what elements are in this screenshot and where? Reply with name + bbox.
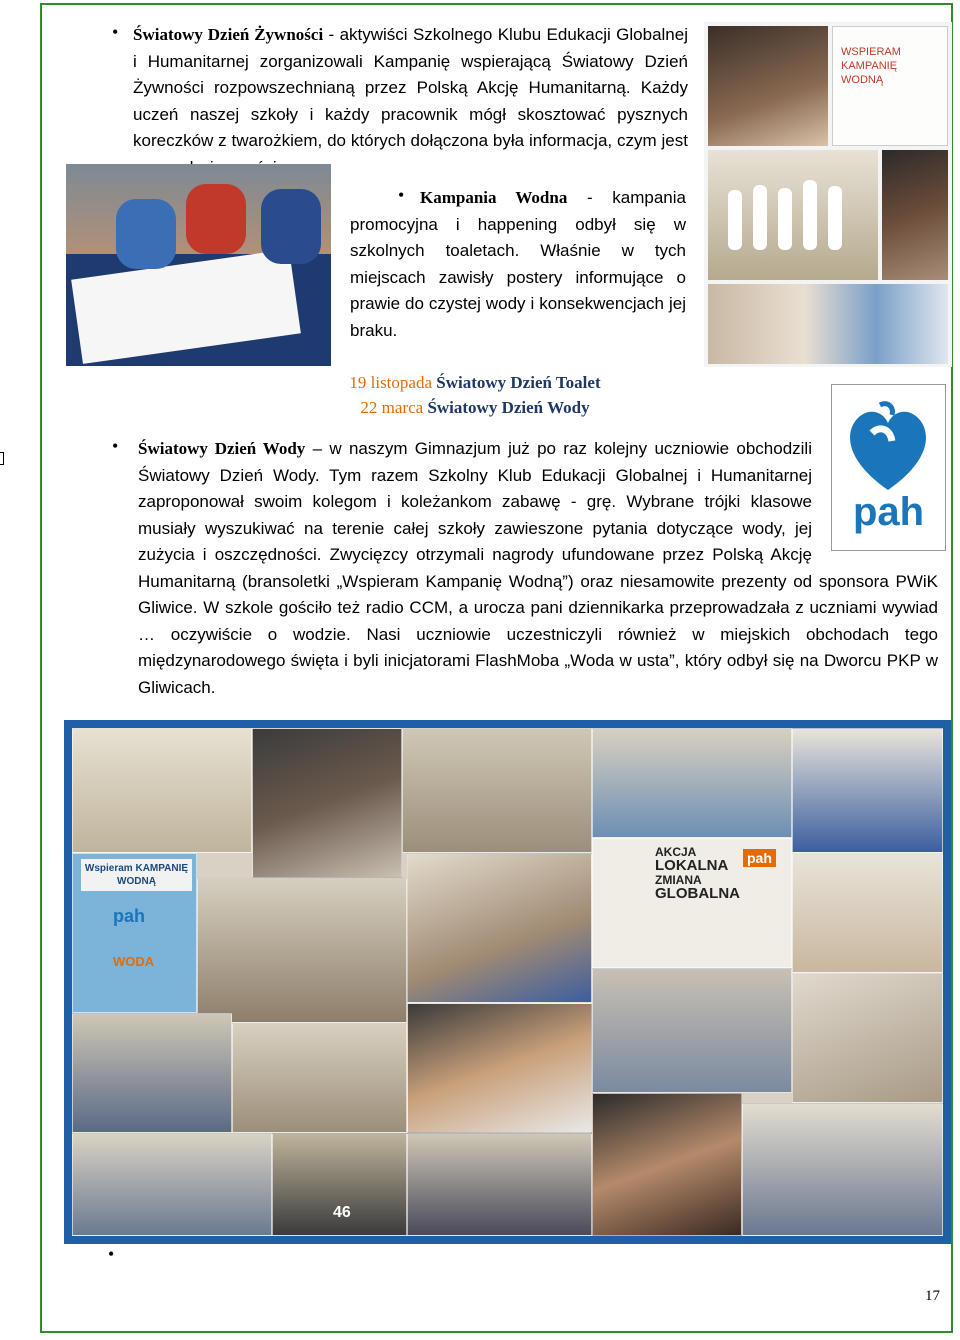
poster-woda: WODA	[113, 954, 155, 969]
water-day-label: Światowy Dzień Wody	[423, 398, 590, 417]
toilet-day-label: Światowy Dzień Toalet	[432, 373, 601, 392]
section-food-day	[133, 22, 688, 181]
bullet-empty: •	[108, 1244, 115, 1264]
section-world-water-day-text: – w naszym Gimnazjum już po raz kolejny uczniowie obchodzili Światowy Dzień Wody. Tym razem Szkolny Klub Edukacji Globalnej i Humanitarnej zaproponował swoim kolegom i koleżankom zabawę - grę. Wybrane trójki klasowe musiały wyszukiwać na terenie całej szkoły zawieszone pytania dotyczące wody, jej zużycia i oszczędności. Zwycięzcy otrzymali nagrody ufundowane przez Polską Akcję Humanitarną (bransoletki „Wspieram Kampanię Wodną”) oraz niesamowite prezenty od sponsora PWiK Gliwice. W szkole gościło też radio CCM, a urocza pani dziennikarka przeprowadzała z uczniami wywiad … oczywiście o wodzie. Nasi uczniowie uczestniczyli również w miejskich obchodach tego międzynarodowego święta i byli inicjatorami FlashMoba „Woda w usta”, który odbył się na Dworcu PKP w Gliwicach.	[138, 439, 938, 697]
date-nov-19: 19 listopada	[349, 373, 433, 392]
bullet-3: •	[112, 436, 119, 456]
section-world-water-day-title: Światowy Dzień Wody	[138, 439, 306, 458]
date-water-day	[250, 395, 700, 421]
margin-mark	[0, 452, 4, 465]
section-water-campaign-title: Kampania Wodna	[420, 188, 568, 207]
photo-collage	[64, 720, 951, 1244]
pah-logo-text: pah	[852, 490, 925, 534]
page-number: 17	[925, 1288, 940, 1304]
logo-float-space	[812, 436, 938, 561]
date-mar-22: 22 marca	[360, 398, 424, 417]
poster-globalna: GLOBALNA	[655, 885, 740, 902]
section-water-campaign	[350, 185, 686, 344]
shirt-number: 46	[333, 1204, 351, 1221]
section-water-campaign-text: - kampania promocyjna i happening odbył się w szkolnych toaletach. Właśnie w tych miejscach zawisły postery informujące o prawie do czystej wody i konsekwencjach jej braku.	[350, 188, 686, 340]
poster-wspieram: Wspieram KAMPANIĘ WODNĄ	[81, 859, 192, 891]
date-toilet-day	[250, 370, 700, 396]
section-food-day-title: Światowy Dzień Żywności	[133, 25, 324, 44]
poster-lokalna-logo: pah	[743, 849, 776, 867]
poster-akcja: AKCJA	[655, 845, 697, 859]
poster-water-campaign: WSPIERAM KAMPANIĘ WODNĄ	[841, 46, 901, 86]
section-food-day-text: - aktywiści Szkolnego Klubu Edukacji Globalnej i Humanitarnej zorganizowali Kampanię wspierającą Światowy Dzień Żywności rozpowszechnianą przez Polską Akcję Humanitarną. Każdy uczeń naszej szkoły i każdy pracownik mógł skosztować pysznych koreczków z twarożkiem, do których dołączona była informacja, czym jest	[133, 25, 688, 150]
bullet-1: •	[112, 22, 119, 42]
photo-top-right	[704, 22, 952, 367]
photo-students-posters	[66, 164, 331, 366]
bullet-2: •	[398, 185, 405, 205]
poster-zmiana: ZMIANA	[655, 873, 702, 887]
section-world-water-day	[138, 436, 938, 701]
poster-wspieram-logo: pah	[113, 906, 146, 926]
poster-lokalna: LOKALNA	[655, 857, 729, 874]
